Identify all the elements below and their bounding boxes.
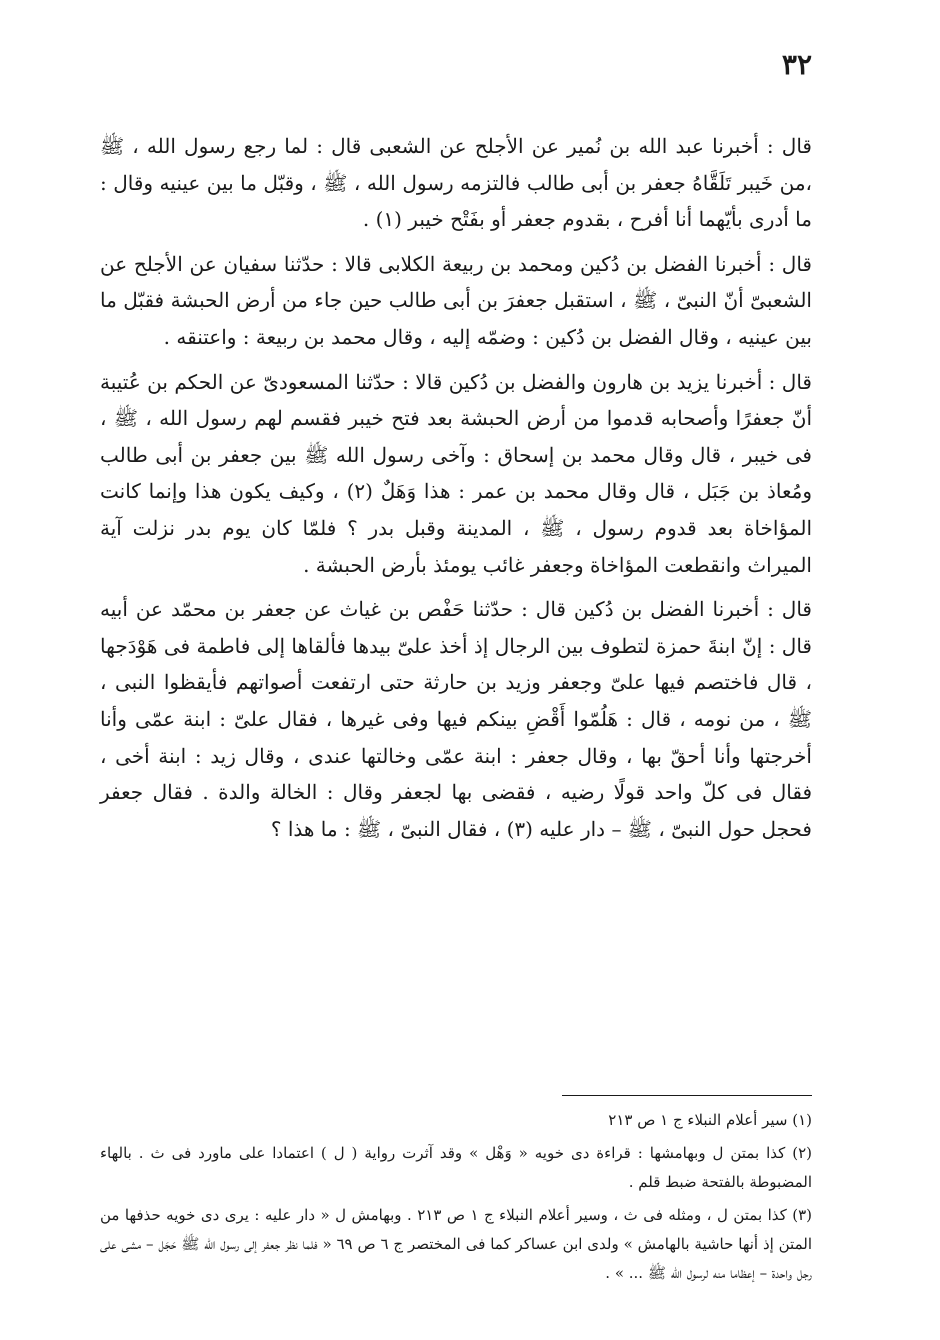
paragraph: قال : أخبرنا الفضل بن دُكين قال : حدّثنا حَفْص بن غياث عن جعفر بن محمّد عن أبيه قال : إنّ ابنةَ حمزة لتطوف بين الرجال إذ أخذ علىّ بيدها فألقاها إلى فاطمة فى هَوْدَجها ، قال فاختصم فيها علىّ وجعفر وزيد بن حارثة حتى ارتفعت أصواتهم فأيقظوا النبى ، ﷺ ، من نومه ، قال : هَلُمّوا أَقْضِ بينكم فيها وفى غيرها ، فقال علىّ : ابنة عمّى وأنا أخرجتها وأنا أحقّ بها ، وقال جعفر : ابنة عمّى وخالتها عندى ، وقال زيد : ابنة أخى ، فقال فى كلّ واحد قولًا رضيه ، فقضى بها لجعفر وقال : الخالة والدة . فقال جعفر فحجل حول النبىّ ، ﷺ – دار عليه (٣) ، فقال النبىّ ، ﷺ : ما هذا ؟ [100, 597, 812, 841]
paragraph: قال : أخبرنا عبد الله بن نُمير عن الأجلح عن الشعبى قال : لما رجع رسول الله ، ﷺ ،من خَيبر تَلَقَّاهُ جعفر بن أبى طالب فالتزمه رسول الله ، ﷺ ، وقبّل ما بين عينيه وقال : ما أدرى بأيّهما أنا أفرح ، بقدوم جعفر أو بفَتْح خيبر (١) . [100, 134, 812, 232]
page-number: ٣٢ [781, 48, 812, 81]
main-text [100, 128, 812, 855]
footnote: (١) سير أعلام النبلاء ج ١ ص ٢١٣ [608, 1111, 812, 1129]
book-page [100, 40, 812, 1320]
paragraph: قال : أخبرنا الفضل بن دُكين ومحمد بن ربيعة الكلابى قالا : حدّثنا سفيان عن الأجلح عن الشعبىّ أنّ النبىّ ، ﷺ ، استقبل جعفرَ بن أبى طالب حين جاء من أرض الحبشة فقبّل ما بين عينيه ، وقال الفضل بن دُكين : وضمّه إليه ، وقال محمد بن ربيعة : واعتنقه . [100, 251, 812, 349]
footnotes [100, 1106, 812, 1292]
footnote-divider [562, 1095, 812, 1096]
footnote: (٣) كذا بمتن ل ، ومثله فى ث ، وسير أعلام النبلاء ج ١ ص ٢١٣ . وبهامش ل « دار عليه : يرى دى خويه حذفها من المتن إذ أنها حاشية بالهامش » ولدى ابن عساكر كما فى المختصر ج ٦ ص ٦٩ « فلما نظر جعفر إلى رسول الله ﷺ حَجَل – مشى على رجل واحدة – إعظاما منه لرسول الله ﷺ ... » . [100, 1206, 813, 1282]
footnote: (٢) كذا بمتن ل وبهامشها : قراءة دى خويه « وَهْل » وقد آثرت رواية ( ل ) اعتمادا على ماورد فى ث . بالهاء المضبوطة بالفتحة ضبط قلم . [100, 1144, 812, 1191]
paragraph: قال : أخبرنا يزيد بن هارون والفضل بن دُكين قالا : حدّثنا المسعودىّ عن الحكم بن عُتيبة أنّ جعفرًا وأصحابه قدموا من أرض الحبشة بعد فتح خيبر فقسم لهم رسول الله ، ﷺ ، فى خيبر ، قال وقال محمد بن إسحاق : وآخى رسول الله ﷺ بين جعفر بن أبى طالب ومُعاذ بن جَبَل ، قال وقال محمد بن عمر : هذا وَهَلٌ (٢) ، وكيف يكون هذا وإنما كانت المؤاخاة بعد قدوم رسول ، ﷺ ، المدينة وقبل بدر ؟ فلمّا كان يوم بدر نزلت آية الميراث وانقطعت المؤاخاة وجعفر غائب يومئذ بأرض الحبشة . [100, 369, 812, 577]
